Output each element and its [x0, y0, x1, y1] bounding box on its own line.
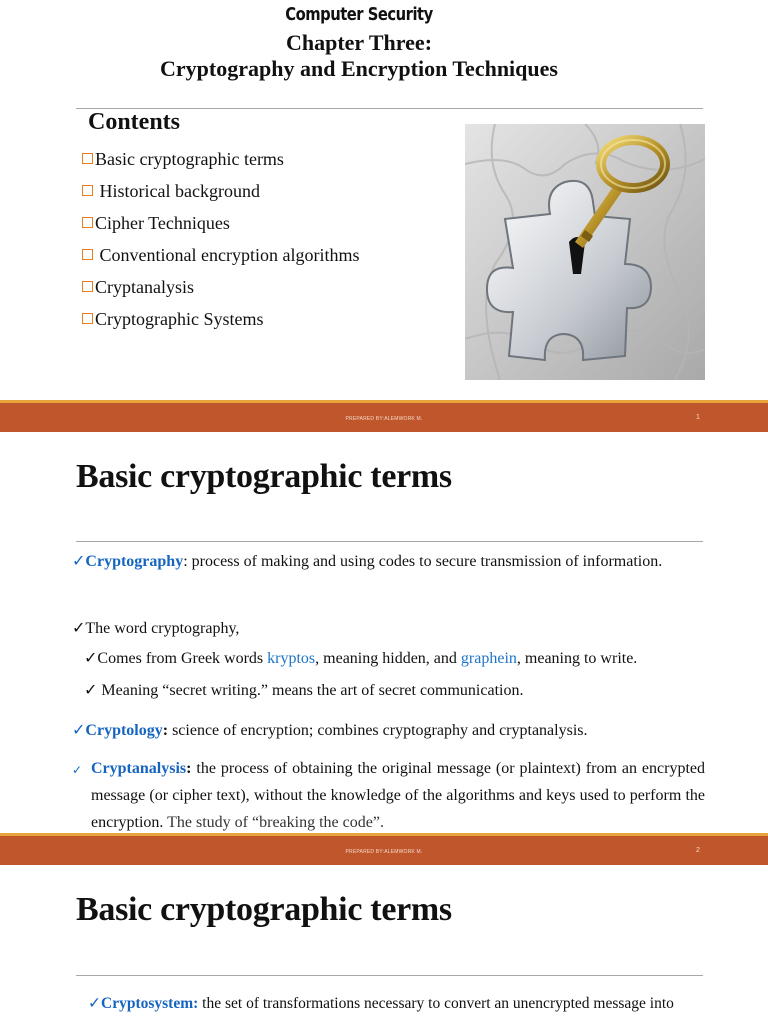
slide-2	[0, 432, 768, 832]
check-icon: ✓	[88, 995, 101, 1012]
contents-list	[82, 146, 359, 338]
contents-item-label: Conventional encryption algorithms	[95, 245, 360, 265]
word-graphein: graphein	[460, 650, 517, 667]
contents-item	[82, 210, 359, 242]
word-origin-intro	[72, 615, 239, 642]
contents-item	[82, 178, 359, 210]
intro-text: The word cryptography,	[85, 620, 240, 637]
term-cryptography: Cryptography	[85, 553, 184, 570]
word-kryptos: kryptos	[267, 650, 316, 667]
contents-item	[82, 146, 359, 178]
footer-author: PREPARED BY:ALEMWORK M.	[345, 416, 423, 422]
term-cryptosystem: Cryptosystem:	[101, 995, 199, 1012]
contents-item-label: Cipher Techniques	[95, 213, 230, 233]
greek-origin	[84, 645, 637, 672]
checkbox-bullet-icon	[82, 153, 93, 164]
check-icon: ✓	[72, 722, 86, 739]
meaning-secret-writing	[84, 677, 523, 704]
origin-text: Comes from Greek words	[97, 650, 268, 667]
definition-cryptosystem	[88, 990, 710, 1017]
checkbox-bullet-icon	[82, 313, 93, 324]
chapter-title: Chapter Three:	[285, 30, 433, 55]
definition-text: the set of transformations necessary to convert an unencrypted message into	[198, 995, 674, 1012]
definition-text: science of encryption; combines cryptography and cryptanalysis.	[168, 722, 588, 739]
footer-page-number: 2	[696, 847, 700, 854]
definition-text: the process of obtaining the original message (or plaintext) from an encrypted message (or cipher text), without the knowledge of the algorithms and keys used to perform the encryption.	[91, 760, 705, 831]
chapter-subtitle: Cryptography and Encryption Techniques	[160, 56, 558, 81]
definition-text: : process of making and using codes to secure transmission of information.	[183, 553, 663, 570]
footer-author: PREPARED BY:ALEMWORK M.	[345, 849, 423, 855]
check-icon: ✓	[84, 650, 98, 667]
checkbox-bullet-icon	[82, 249, 93, 260]
check-icon: ✓	[72, 620, 86, 637]
definition-tail: The study of “breaking the code”.	[163, 814, 384, 831]
checkbox-bullet-icon	[82, 217, 93, 228]
slide-footer	[0, 833, 768, 865]
footer-page-number: 1	[696, 414, 700, 421]
origin-text: , meaning hidden, and	[315, 650, 461, 667]
term-colon: :	[186, 760, 192, 777]
slide-footer	[0, 400, 768, 432]
check-icon: ✓	[72, 553, 86, 570]
contents-item	[82, 242, 359, 274]
check-icon: ✓	[72, 763, 83, 777]
slide-heading: Basic cryptographic terms	[76, 458, 452, 495]
check-icon: ✓	[84, 682, 98, 699]
origin-text: , meaning to write.	[516, 650, 638, 667]
term-cryptology: Cryptology	[85, 722, 163, 739]
slide-heading: Basic cryptographic terms	[76, 891, 452, 928]
course-title: Computer Security	[285, 4, 433, 25]
definition-cryptology	[72, 717, 587, 744]
definition-cryptanalysis	[91, 755, 705, 832]
term-cryptanalysis: Cryptanalysis	[91, 760, 187, 777]
heading-divider	[76, 975, 703, 976]
contents-item-label: Basic cryptographic terms	[95, 149, 284, 169]
key-puzzle-image	[465, 124, 705, 380]
contents-item-label: Cryptographic Systems	[95, 309, 264, 329]
slide-1	[0, 0, 768, 400]
term-colon: :	[162, 722, 169, 739]
contents-heading: Contents	[88, 109, 181, 135]
contents-item	[82, 306, 359, 338]
checkbox-bullet-icon	[82, 281, 93, 292]
meaning-text: Meaning “secret writing.” means the art of secret communication.	[97, 682, 524, 699]
contents-item	[82, 274, 359, 306]
definition-cryptography	[72, 548, 705, 575]
slide-3	[0, 865, 768, 1024]
checkbox-bullet-icon	[82, 185, 93, 196]
contents-item-label: Cryptanalysis	[95, 277, 194, 297]
check-icon-small-wrap	[72, 756, 82, 784]
heading-divider	[76, 541, 703, 542]
contents-item-label: Historical background	[95, 181, 260, 201]
